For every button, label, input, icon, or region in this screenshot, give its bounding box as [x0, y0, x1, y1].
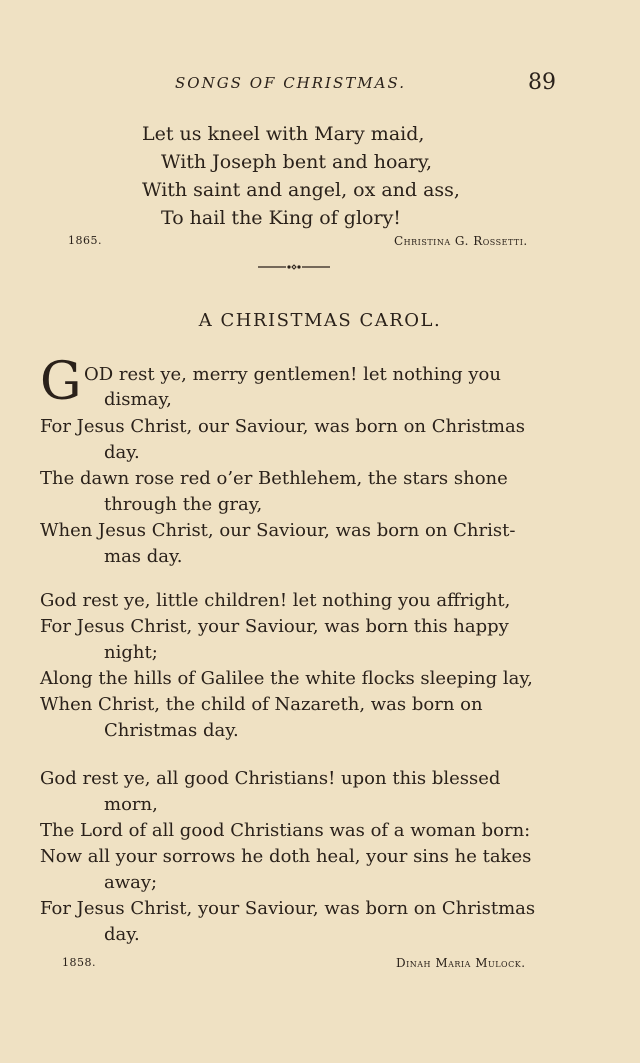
poem-line: For Jesus Christ, your Saviour, was born this happy [40, 616, 509, 637]
page-number: 89 [528, 70, 556, 95]
carol-author: Dinah Maria Mulock. [396, 956, 526, 970]
poem-line: OD rest ye, merry gentlemen! let nothing you [84, 364, 501, 385]
poem-line: God rest ye, all good Christians! upon this blessed [40, 768, 501, 789]
previous-poem-year: 1865. [68, 234, 102, 247]
poem-line: God rest ye, little children! let nothing you affright, [40, 590, 511, 611]
poem-line: through the gray, [104, 494, 263, 515]
poem-line: Now all your sorrows he doth heal, your sins he takes [40, 846, 532, 867]
poem-line: The Lord of all good Christians was of a woman born: [40, 820, 531, 841]
section-divider-ornament [258, 262, 330, 272]
poem-line: Let us kneel with Mary maid, [142, 123, 425, 145]
poem-line: When Jesus Christ, our Saviour, was born on Christ- [40, 520, 516, 541]
stanza-3 [40, 768, 550, 958]
poem-line: day. [104, 924, 140, 945]
carol-year: 1858. [62, 956, 96, 969]
poem-line: Christmas day. [104, 720, 239, 741]
poem-line: dismay, [104, 389, 172, 410]
poem-line: For Jesus Christ, our Saviour, was born on Christmas [40, 416, 525, 437]
poem-title: A CHRISTMAS CAROL. [198, 310, 442, 331]
running-head: SONGS OF CHRISTMAS. [175, 74, 406, 92]
poem-line: night; [104, 642, 158, 663]
poem-line: When Christ, the child of Nazareth, was born on [40, 694, 483, 715]
previous-poem-author: Christina G. Rossetti. [394, 234, 528, 248]
poem-line: With Joseph bent and hoary, [161, 151, 433, 173]
poem-line: Along the hills of Galilee the white flocks sleeping lay, [40, 668, 533, 689]
poem-line: To hail the King of glory! [161, 207, 401, 229]
stanza-1 [40, 364, 550, 584]
stanza-2 [40, 590, 550, 760]
poem-line: away; [104, 872, 158, 893]
poem-line: mas day. [104, 546, 183, 567]
poem-line: With saint and angel, ox and ass, [142, 179, 460, 201]
poem-line: For Jesus Christ, your Saviour, was born on Christmas [40, 898, 536, 919]
poem-line: The dawn rose red o’er Bethlehem, the stars shone [40, 468, 508, 489]
poem-line: morn, [104, 794, 158, 815]
poem-line: day. [104, 442, 140, 463]
drop-cap: G [40, 352, 82, 412]
